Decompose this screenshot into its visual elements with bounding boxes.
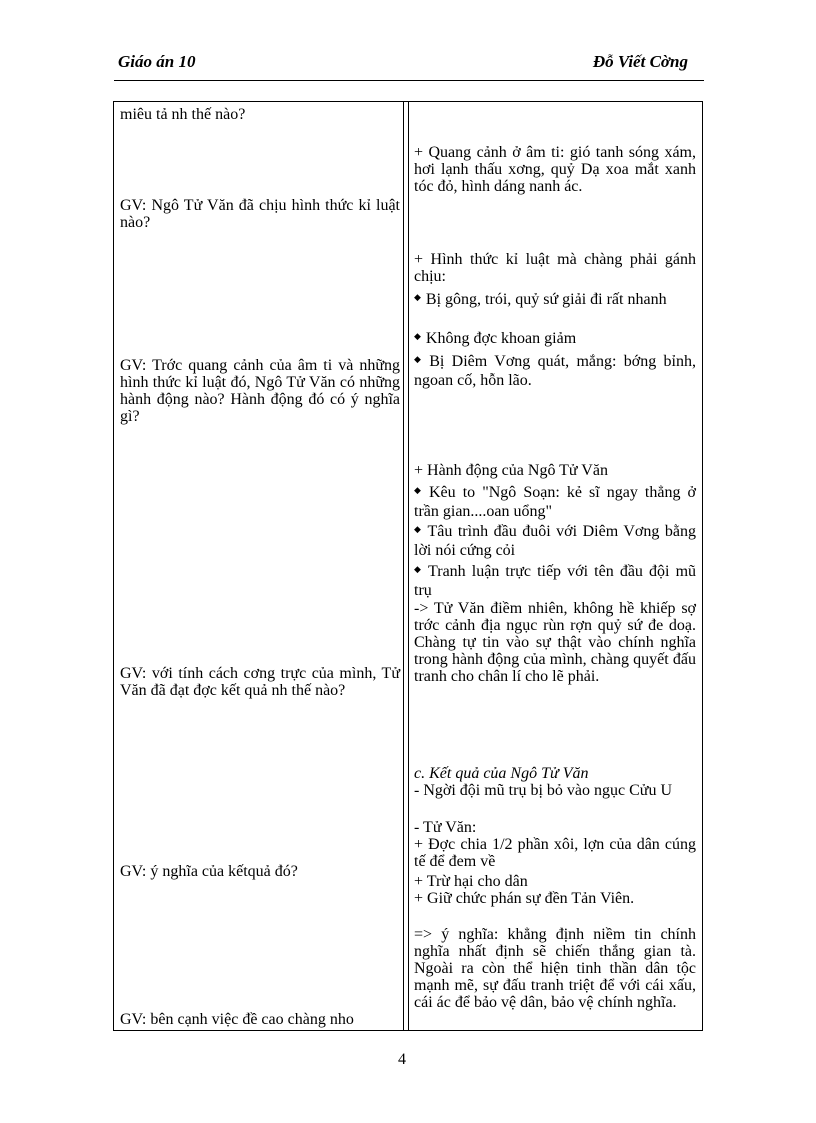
question-1: GV: Ngô Tử Văn đã chịu hình thức kỉ luật nào? [120, 197, 400, 231]
column-divider [408, 101, 409, 1031]
answer-discipline-bullet: ◆ Không đợc khoan giảm [414, 330, 696, 349]
answer-discipline-bullet: ◆ Bị gông, trói, quỷ sứ giải đi rất nhanh [414, 291, 696, 310]
column-divider [403, 101, 404, 1031]
question-4: GV: ý nghĩa của kếtquả đó? [120, 863, 298, 880]
question-0: miêu tả nh thế nào? [120, 106, 246, 123]
result-line: - Ngời đội mũ trụ bị bỏ vào ngục Cửu U [414, 782, 672, 799]
result-section-title: c. Kết quả của Ngô Tử Văn [414, 765, 589, 782]
answer-actions-conclusion: -> Tử Văn điềm nhiên, không hề khiếp sợ trớc cảnh địa ngục rùn rợn quỷ sứ đe doạ. Chàng tự tin vào sự thật vào chính nghĩa trong hành động của mình, chàng quyết đấu tranh cho chân lí cho lẽ phải. [414, 600, 696, 685]
answer-setting: + Quang cảnh ở âm ti: gió tanh sóng xám, hơi lạnh thấu xơng, quỷ Dạ xoa mắt xanh tóc đỏ, hình dáng nanh ác. [414, 144, 696, 195]
header-rule [114, 80, 704, 81]
answer-actions-bullet: ◆ Kêu to "Ngô Soạn: kẻ sĩ ngay thẳng ở trần gian....oan uổng" [414, 484, 696, 520]
result-line: + Trừ hại cho dân [414, 873, 528, 890]
answer-actions-heading: + Hành động của Ngô Tử Văn [414, 462, 608, 479]
question-3: GV: với tính cách cơng trực của mình, Tử Văn đã đạt đợc kết quả nh thế nào? [120, 665, 400, 699]
header-left-text: Giáo án 10 [118, 52, 196, 71]
question-2: GV: Trớc quang cảnh của âm ti và những hình thức kỉ luật đó, Ngô Tử Văn có những hành động nào? Hành động đó có ý nghĩa gì? [120, 357, 400, 425]
answer-discipline-bullet: ◆ Bị Diêm Vơng quát, mắng: bớng bỉnh, ngoan cố, hỗn lão. [414, 353, 696, 389]
result-line: + Đợc chia 1/2 phần xôi, lợn của dân cúng tế để đem về [414, 836, 696, 870]
question-5: GV: bên cạnh việc đề cao chàng nho [120, 1011, 354, 1028]
result-meaning: => ý nghĩa: khẳng định niềm tin chính nghĩa nhất định sẽ chiến thắng gian tà. Ngoài ra còn thể hiện tinh thần dân tộc mạnh mẽ, sự đấu tranh triệt để với cái xấu, cái ác để bảo vệ dân, bảo vệ chính nghĩa. [414, 926, 696, 1011]
page-header [118, 52, 688, 76]
header-right-text: Đỗ Viết Cờng [592, 52, 688, 71]
answer-discipline-heading: + Hình thức kỉ luật mà chàng phải gánh chịu: [414, 251, 696, 285]
result-line: - Tử Văn: [414, 819, 477, 836]
page-number: 4 [398, 1051, 406, 1068]
answer-actions-bullet: ◆ Tâu trình đầu đuôi với Diêm Vơng bằng lời nói cứng cỏi [414, 523, 696, 559]
result-line: + Giữ chức phán sự đền Tản Viên. [414, 890, 635, 907]
answer-actions-bullet: ◆ Tranh luận trực tiếp với tên đầu đội mũ trụ [414, 563, 696, 599]
